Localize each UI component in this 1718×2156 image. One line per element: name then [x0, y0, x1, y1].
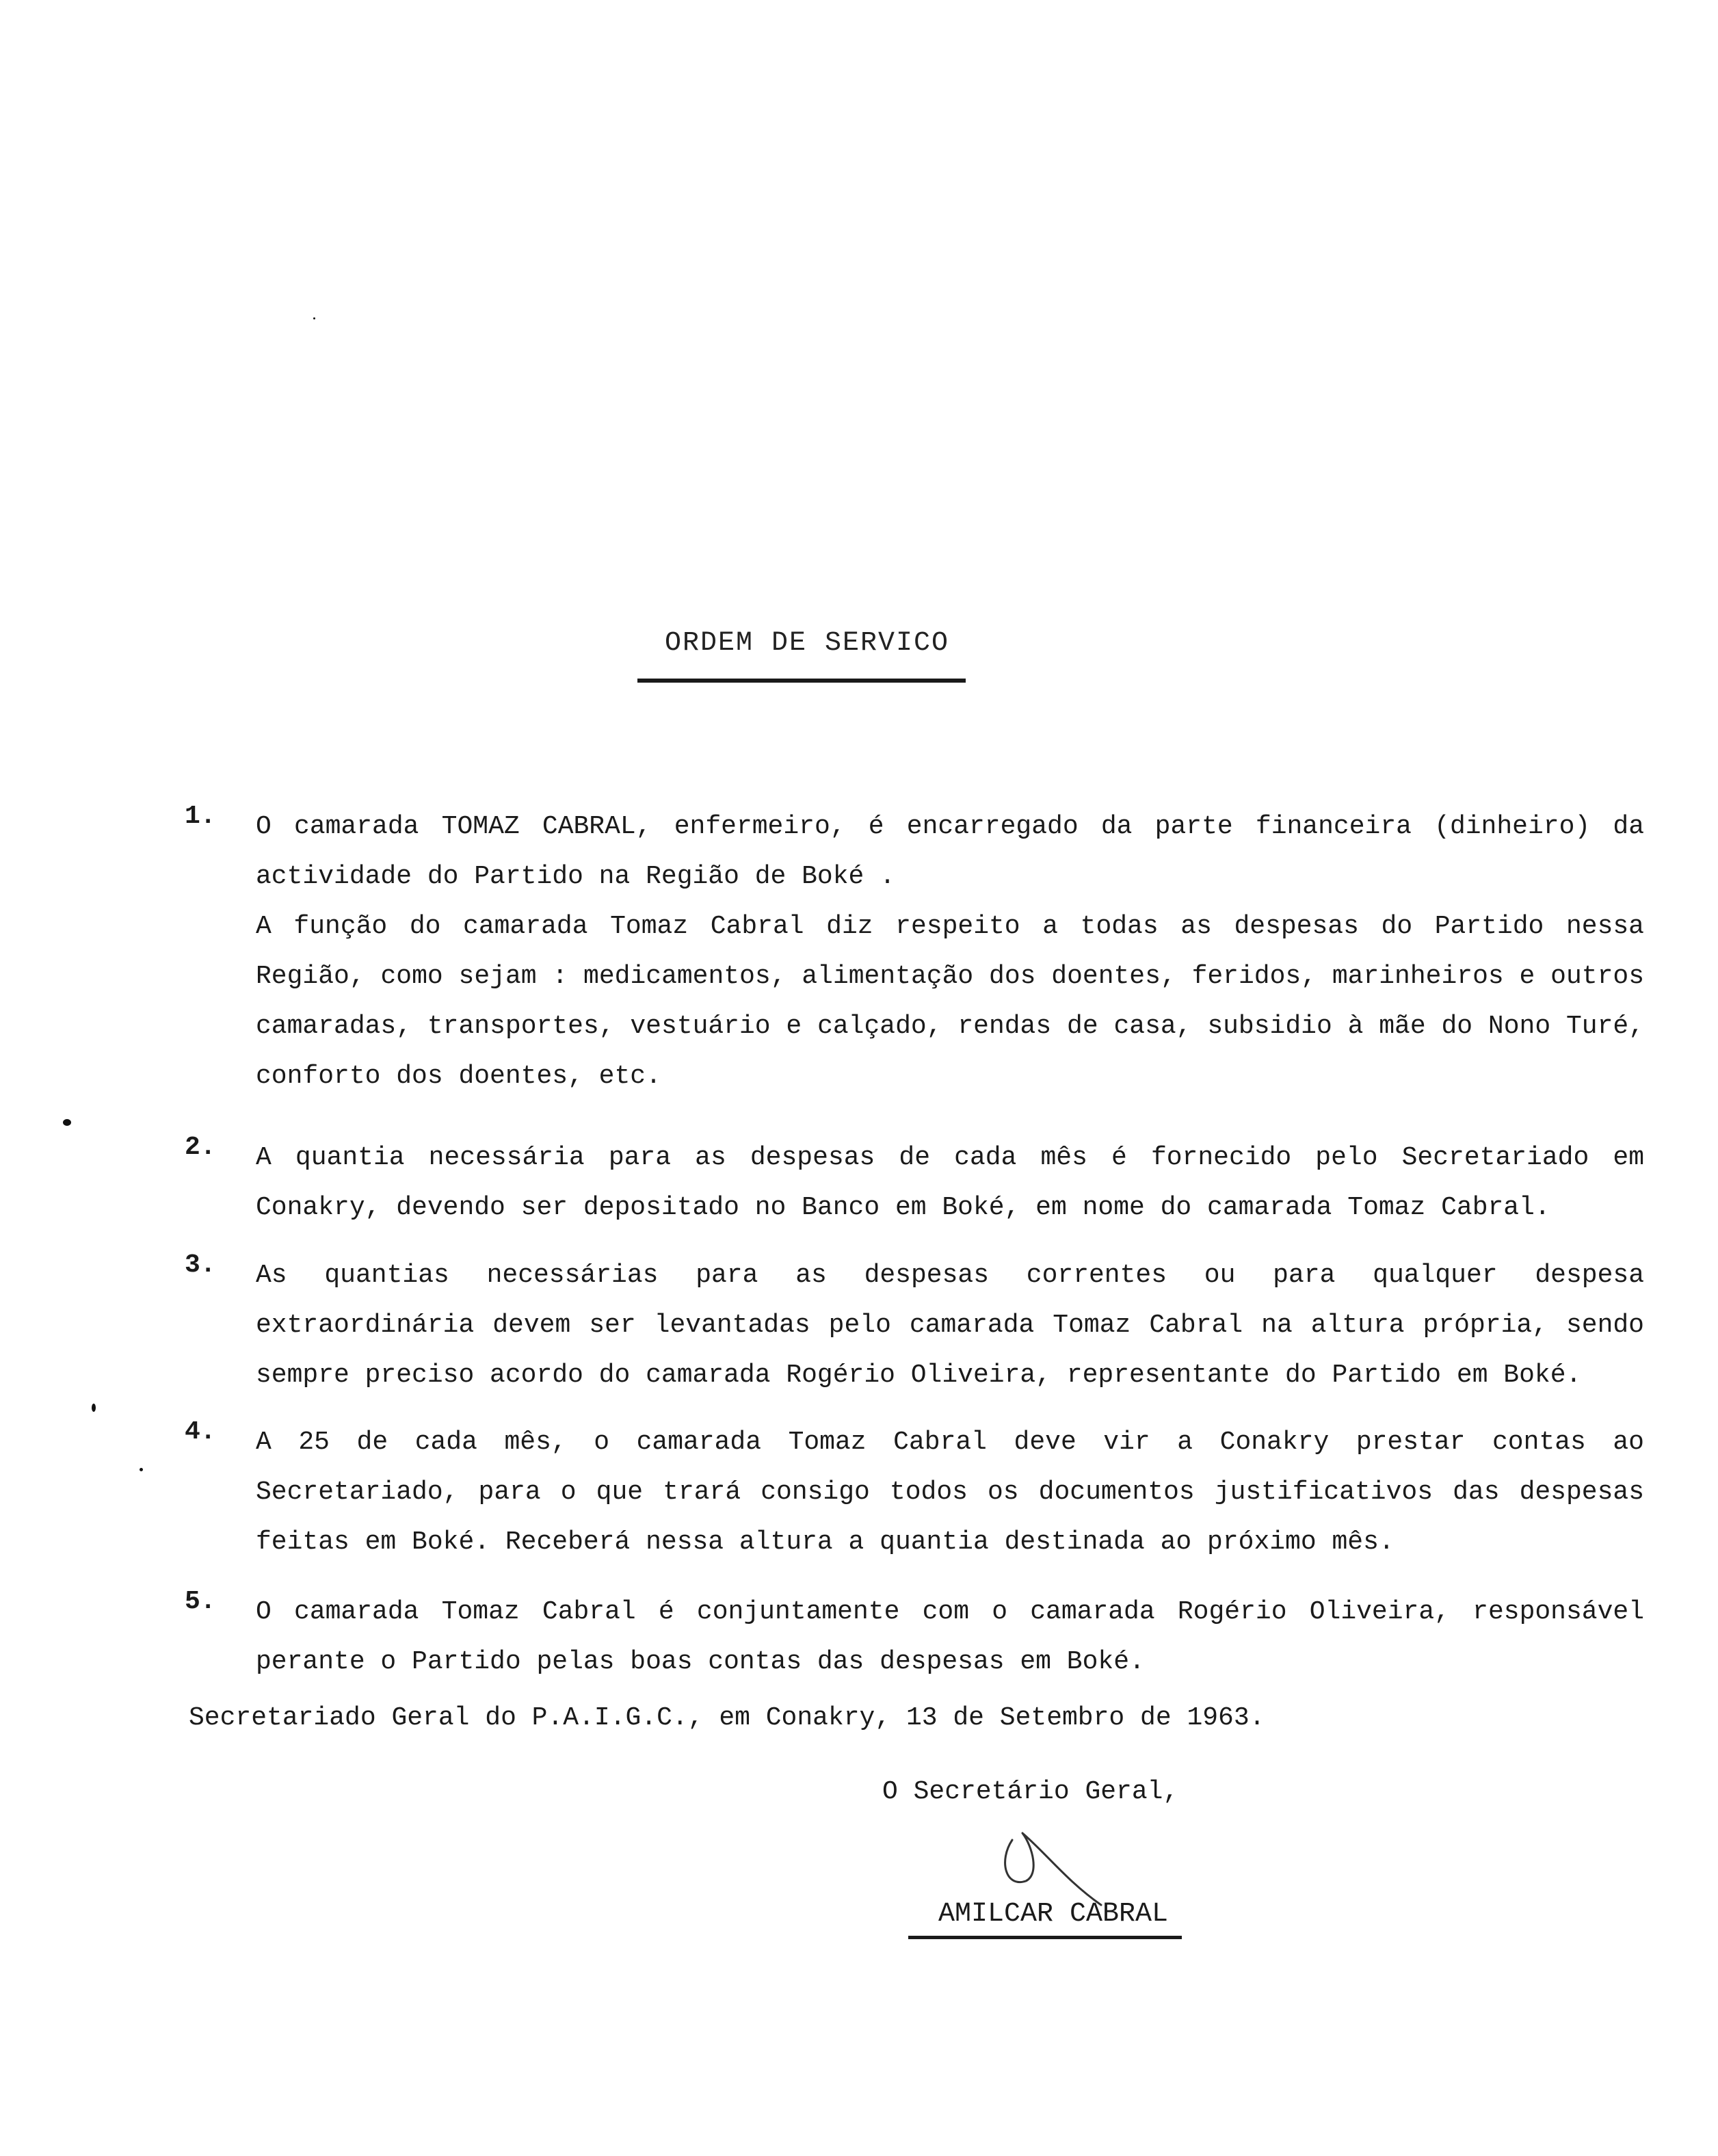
item-paragraph: As quantias necessárias para as despesas correntes ou para qualquer despesa extraordinária devem ser levantadas pelo camarada Tomaz Cabral na altura própria, sendo sempre preciso acordo do camarada Rogério Oliveira, representante do Partido em Boké.: [256, 1261, 1644, 1390]
item-number: 3.: [185, 1250, 216, 1280]
signatory-title: O Secretário Geral,: [882, 1777, 1179, 1806]
item-paragraph: A função do camarada Tomaz Cabral diz respeito a todas as despesas do Partido nessa Região, como sejam : medicamentos, alimentação dos doentes, feridos, marinheiros e outros camaradas, transportes, vestuário e calçado, rendas de casa, subsidio à mãe do Nono Turé, conforto dos doentes, etc.: [256, 912, 1644, 1091]
item-text: [256, 1250, 1644, 1400]
ink-speck: [92, 1404, 96, 1412]
item-paragraph: O camarada TOMAZ CABRAL, enfermeiro, é encarregado da parte financeira (dinheiro) da actividade do Partido na Região de Boké .: [256, 812, 1644, 891]
item-number: 1.: [185, 802, 216, 831]
signatory-name: AMILCAR CABRAL: [938, 1899, 1169, 1930]
document-title: ORDEM DE SERVICO: [664, 628, 950, 659]
item-number: 4.: [185, 1417, 216, 1447]
item-text: [256, 802, 1644, 1101]
signature-underline: [908, 1936, 1182, 1939]
item-text: [256, 1587, 1644, 1687]
item-paragraph: A quantia necessária para as despesas de cada mês é fornecido pelo Secretariado em Conakry, devendo ser depositado no Banco em Boké, em nome do camarada Tomaz Cabral.: [256, 1143, 1644, 1222]
item-text: [256, 1133, 1644, 1233]
item-paragraph: A 25 de cada mês, o camarada Tomaz Cabral deve vir a Conakry prestar contas ao Secretariado, para o que trará consigo todos os documentos justificativos das despesas feitas em Boké. Receberá nessa altura a quantia destinada ao próximo mês.: [256, 1428, 1644, 1557]
ink-speck: [63, 1119, 71, 1126]
place-date-line: Secretariado Geral do P.A.I.G.C., em Conakry, 13 de Setembro de 1963.: [189, 1703, 1265, 1733]
ink-speck: [140, 1468, 143, 1471]
item-number: 2.: [185, 1133, 216, 1162]
ink-speck: [313, 317, 315, 319]
item-paragraph: O camarada Tomaz Cabral é conjuntamente com o camarada Rogério Oliveira, responsável perante o Partido pelas boas contas das despesas em Boké.: [256, 1597, 1644, 1677]
title-underline: [637, 679, 966, 683]
item-text: [256, 1417, 1644, 1567]
item-number: 5.: [185, 1587, 216, 1616]
